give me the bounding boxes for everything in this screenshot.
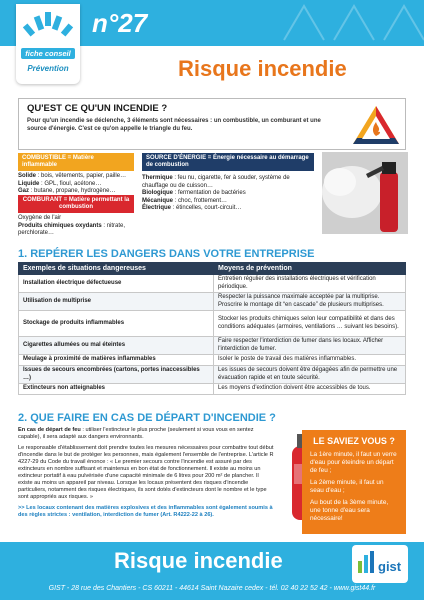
table-header-row <box>19 263 406 275</box>
section2-note: >> Les locaux contenant des matières explosives et des inflammables sont également soumis à des règles strictes : ventilation, interdiction de fumer (Art. R4222-22 à 26). <box>18 505 273 518</box>
prevention-cell: Stocker les produits chimiques selon leur compatibilité et dans des conditions adéquates (armoires, ventilations … suivant les besoins). <box>214 311 406 337</box>
column-header: Moyens de prévention <box>214 263 406 275</box>
table-row <box>19 355 406 366</box>
prevention-cell: Isoler le poste de travail des matières inflammables. <box>214 355 406 366</box>
combustible-card <box>18 153 134 196</box>
comburant-line: Oxygène de l'air <box>18 215 62 221</box>
gist-logo <box>352 545 408 583</box>
prevention-cell: Entretien régulier des installations électriques et vérification périodique. <box>214 275 406 293</box>
fiche-conseil-badge <box>16 4 80 84</box>
footer-address: GIST - 28 rue des Chantiers - CS 60211 - 44614 Saint Nazaire cedex - tél. 02 40 22 52 42 - www.gist44.fr <box>48 585 376 592</box>
intro-title: QU'EST CE QU'UN INCENDIE ? <box>27 103 168 114</box>
page-header <box>0 0 424 92</box>
extinguisher-photo <box>322 152 408 234</box>
combustible-line: Solide : bois, vêtements, papier, paille… <box>18 173 127 179</box>
table-row <box>19 337 406 355</box>
column-header: Exemples de situations dangereuses <box>19 263 214 275</box>
table-row <box>19 293 406 311</box>
dangers-table <box>18 262 406 395</box>
gist-logo-text: gist <box>378 559 402 574</box>
badge-label: fiche conseil <box>21 48 74 59</box>
danger-cell: Cigarettes allumées ou mal éteintes <box>19 337 214 355</box>
table-row <box>19 384 406 395</box>
table-row <box>19 311 406 337</box>
section1-title: 1. REPÉRER LES DANGERS DANS VOTRE ENTREPRISE <box>18 248 315 260</box>
prevention-cell: Les moyens d'extinction doivent être accessibles de tous. <box>214 384 406 395</box>
did-you-know-title: LE SAVIEZ VOUS ? <box>313 436 395 446</box>
footer-title: Risque incendie <box>114 548 283 573</box>
section2-body <box>18 427 274 523</box>
danger-cell: Extincteurs non atteignables <box>19 384 214 395</box>
danger-cell: Installation électrique défectueuse <box>19 275 214 293</box>
energie-line: Thermique : feu nu, cigarette, fer à souder, système de chauffage ou de cuisson… <box>142 175 290 189</box>
combustible-heading: COMBUSTIBLE = Matière inflammable <box>18 153 134 171</box>
energie-line: Électrique : étincelles, court-circuit… <box>142 205 242 211</box>
danger-cell: Stockage de produits inflammables <box>19 311 214 337</box>
intro-box <box>18 98 406 150</box>
prevention-cell: Respecter la puissance maximale acceptée par la multiprise. Proscrire le montage dit “en cascade” de plusieurs multiprises. <box>214 293 406 311</box>
combustible-line: Liquide : GPL, fioul, acétone… <box>18 180 102 187</box>
did-you-know-box <box>302 430 406 534</box>
sheet-number: n°27 <box>92 8 148 38</box>
danger-cell: Issues de secours encombrées (cartons, portes inaccessibles …) <box>19 366 214 384</box>
did-you-know-item: Au bout de la 3ème minute, une tonne d'eau sera nécessaire! <box>310 499 389 522</box>
badge-arc-icon <box>18 10 78 38</box>
prevention-cell: Faire respecter l'interdiction de fumer dans les locaux. Afficher l'interdiction de fumer. <box>214 337 406 355</box>
combustible-line: Gaz : butane, propane, hydrogène… <box>18 188 116 194</box>
did-you-know-item: La 1ère minute, il faut un verre d'eau pour éteindre un départ de feu ; <box>310 451 397 474</box>
table-row <box>19 275 406 293</box>
comburant-heading: COMBURANT = Matière permettant la combustion <box>18 195 134 213</box>
section2-title: 2. QUE FAIRE EN CAS DE DÉPART D'INCENDIE ? <box>18 412 276 424</box>
intro-text: Pour qu'un incendie se déclenche, 3 éléments sont nécessaires : un combustible, un comburant et une source d'énergie. C'est ce qu'on appelle le triangle du feu. <box>27 118 321 132</box>
comburant-card <box>18 195 134 238</box>
fire-triangle-icon <box>351 104 401 146</box>
prevention-cell: Les issues de secours doivent être dégagées afin de permettre une évacuation rapide et en toute sécurité. <box>214 366 406 384</box>
danger-cell: Meulage à proximité de matières inflammables <box>19 355 214 366</box>
extinguisher-spray-image <box>322 152 408 234</box>
table-row <box>19 366 406 384</box>
energie-line: Mécanique : choc, frottement… <box>142 197 228 204</box>
energie-card <box>142 153 314 213</box>
energie-line: Biologique : fermentation de bactéries <box>142 190 246 196</box>
comburant-line: Produits chimiques oxydants : nitrate, perchlorate… <box>18 222 126 236</box>
danger-cell: Utilisation de multiprise <box>19 293 214 311</box>
did-you-know-item: La 2ème minute, il faut un seau d'eau ; <box>310 479 384 494</box>
section2-paragraph: En cas de départ de feu : utiliser l'extincteur le plus proche (seulement si vous vous en sentez capable), il sera adapté aux dangers environnants. <box>18 427 254 440</box>
energie-heading: SOURCE D'ÉNERGIE = Énergie nécessaire au démarrage de combustion <box>142 153 314 171</box>
section2-paragraph: Le responsable d'établissement doit prendre toutes les mesures nécessaires pour combattre tout début d'incendie dans le but de protéger les personnes, mais également l'ensemble de l'entreprise. L'article R 4227-29 du Code du travail énonce : « Le premier secours contre l'incendie est assuré par des extincteurs en nombre suffisant et maintenus en bon état de fonctionnement. Il existe au moins un extincteur portatif à eau pulvérisée d'une capacité minimale de 6 litres pour 200 m² de plancher. Il existe au moins un appareil par niveau. Lorsque les locaux présentent des risques d'incendie particuliers, notamment des risques électriques, ils sont dotés d'extincteurs dont le nombre et le type sont appropriés aux risques. » <box>18 445 274 500</box>
page-title: Risque incendie <box>178 56 347 81</box>
badge-category: Prévention <box>27 64 69 73</box>
gist-logo-icon <box>354 545 380 583</box>
decorative-pattern <box>264 0 424 46</box>
